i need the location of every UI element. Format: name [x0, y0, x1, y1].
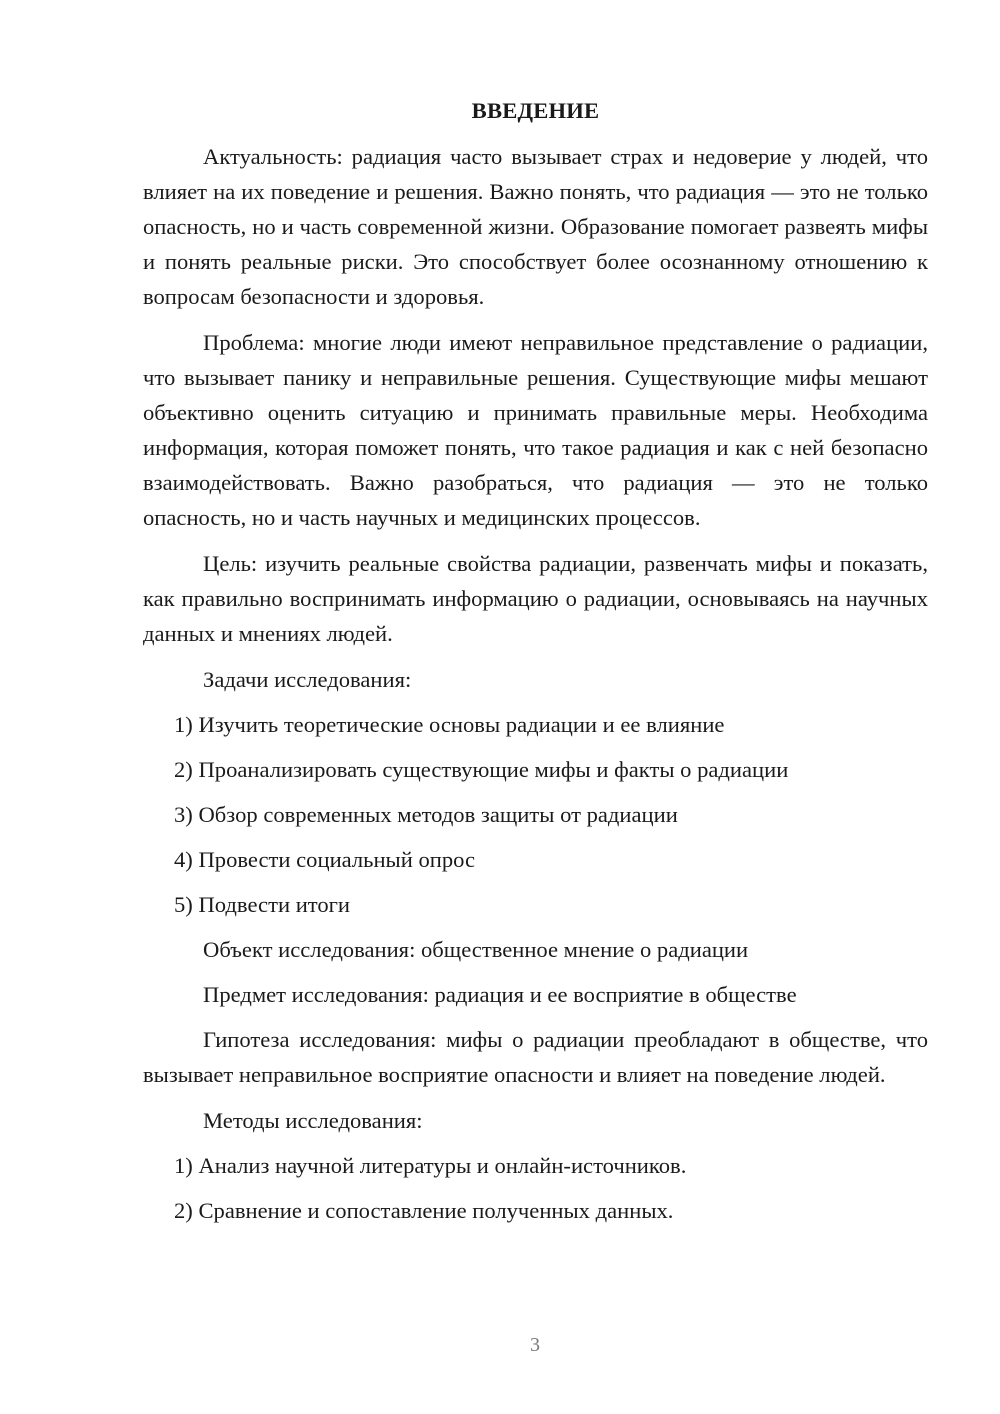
page-content	[143, 93, 928, 1238]
list-item: 2) Проанализировать существующие мифы и факты о радиации	[174, 757, 789, 782]
list-item: 4) Провести социальный опрос	[174, 847, 476, 872]
methods-heading: Методы исследования:	[203, 1108, 423, 1133]
research-subject: Предмет исследования: радиация и ее восприятие в обществе	[203, 982, 797, 1007]
paragraph-hypothesis: Гипотеза исследования: мифы о радиации преобладают в обществе, что вызывает неправильное восприятие опасности и влияет на поведение людей.	[143, 1027, 928, 1087]
paragraph-goal: Цель: изучить реальные свойства радиации, развенчать мифы и показать, как правильно воспринимать информацию о радиации, основываясь на научных данных и мнениях людей.	[143, 551, 928, 646]
tasks-heading: Задачи исследования:	[203, 667, 412, 692]
methods-list	[143, 1148, 928, 1228]
page-number: 3	[530, 1334, 540, 1356]
research-object: Объект исследования: общественное мнение о радиации	[203, 937, 749, 962]
paragraph-problem: Проблема: многие люди имеют неправильное представление о радиации, что вызывает панику и неправильные решения. Существующие мифы мешают объективно оценить ситуацию и принимать правильные меры. Необходима информация, которая поможет понять, что такое радиация и как с ней безопасно взаимодействовать. Важно разобраться, что радиация — это не только опасность, но и часть научных и медицинских процессов.	[143, 330, 928, 530]
list-item: 1) Изучить теоретические основы радиации и ее влияние	[174, 712, 725, 737]
page-title: ВВЕДЕНИЕ	[471, 98, 600, 123]
paragraph-relevance: Актуальность: радиация часто вызывает страх и недоверие у людей, что влияет на их поведение и решения. Важно понять, что радиация — это не только опасность, но и часть современной жизни. Образование помогает развеять мифы и понять реальные риски. Это способствует более осознанному отношению к вопросам безопасности и здоровья.	[143, 144, 928, 309]
list-item: 3) Обзор современных методов защиты от радиации	[174, 802, 678, 827]
list-item: 5) Подвести итоги	[174, 892, 351, 917]
list-item: 2) Сравнение и сопоставление полученных данных.	[174, 1198, 674, 1223]
tasks-list	[143, 707, 928, 922]
list-item: 1) Анализ научной литературы и онлайн-источников.	[174, 1153, 687, 1178]
